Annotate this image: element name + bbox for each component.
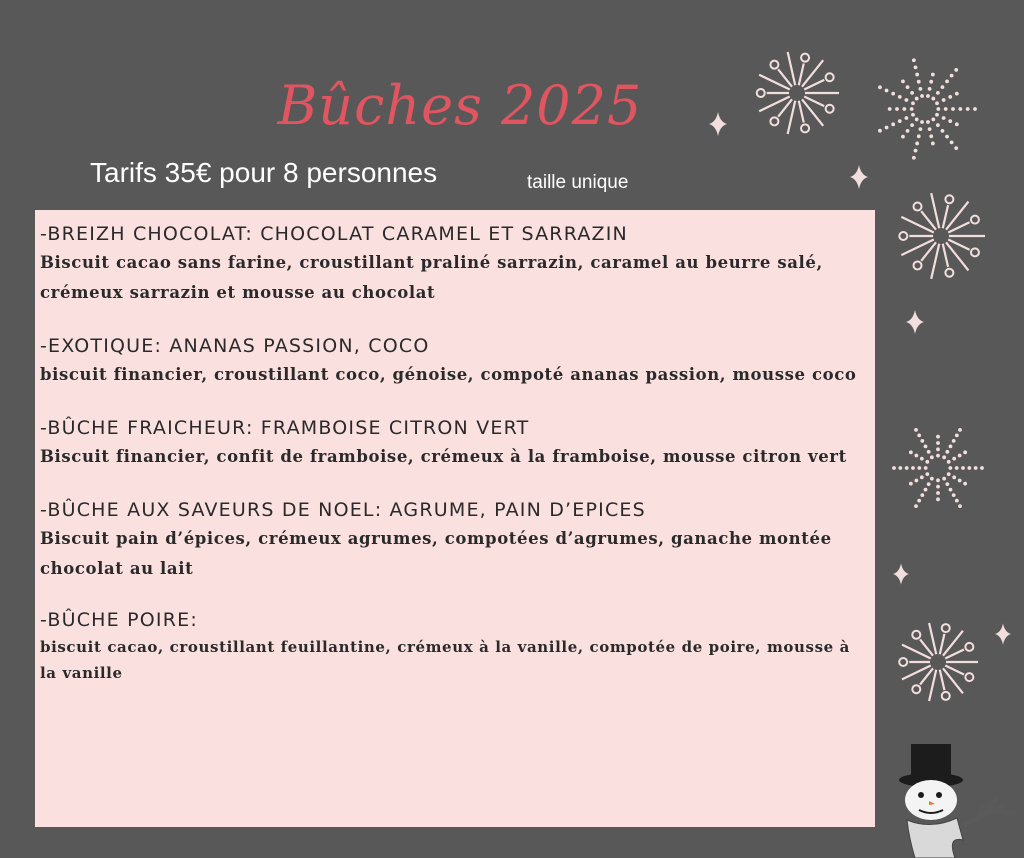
firework-icon (888, 418, 988, 518)
page-title: Bûches 2025 (277, 74, 643, 137)
sparkle-icon (906, 309, 924, 335)
menu-item-description: Biscuit pain d’épices, crémeux agrumes, compotées d’agrumes, ganache montée chocolat au lait (40, 529, 832, 578)
menu-item-title: -BREIZH CHOCOLAT: CHOCOLAT CARAMEL ET SARRAZIN (40, 223, 628, 245)
menu-item (40, 220, 865, 308)
size-note: taille unique (527, 172, 629, 193)
menu-item-description: Biscuit cacao sans farine, croustillant praliné sarrazin, caramel au beurre salé, crémeux sarrazin et mousse au chocolat (40, 253, 823, 302)
menu-item-title: -BÛCHE POIRE: (40, 609, 198, 631)
menu-card (35, 210, 875, 827)
firework-icon (885, 180, 997, 292)
sparkle-icon (995, 623, 1011, 645)
sparkle-icon (850, 164, 868, 190)
firework-icon (742, 38, 852, 148)
menu-item (40, 414, 865, 472)
menu-item (40, 606, 865, 686)
firework-icon (868, 52, 983, 167)
sparkle-icon (709, 112, 727, 136)
snowman-icon (885, 740, 1024, 858)
menu-item-description: biscuit financier, croustillant coco, génoise, compoté ananas passion, mousse coco (40, 365, 857, 384)
price-line: Tarifs 35€ pour 8 personnes (90, 157, 438, 188)
menu-item-description: biscuit cacao, croustillant feuillantine, crémeux à la vanille, compotée de poire, mousse à la vanille (40, 638, 850, 682)
menu-item-title: -BÛCHE AUX SAVEURS DE NOEL: AGRUME, PAIN D’EPICES (40, 499, 646, 521)
menu-item (40, 332, 865, 390)
firework-icon (886, 610, 990, 714)
menu-item-title: -EXOTIQUE: ANANAS PASSION, COCO (40, 335, 430, 357)
sparkle-icon (893, 563, 909, 585)
menu-item (40, 496, 865, 584)
menu-item-description: Biscuit financier, confit de framboise, crémeux à la framboise, mousse citron vert (40, 447, 847, 466)
menu-item-title: -BÛCHE FRAICHEUR: FRAMBOISE CITRON VERT (40, 417, 530, 439)
